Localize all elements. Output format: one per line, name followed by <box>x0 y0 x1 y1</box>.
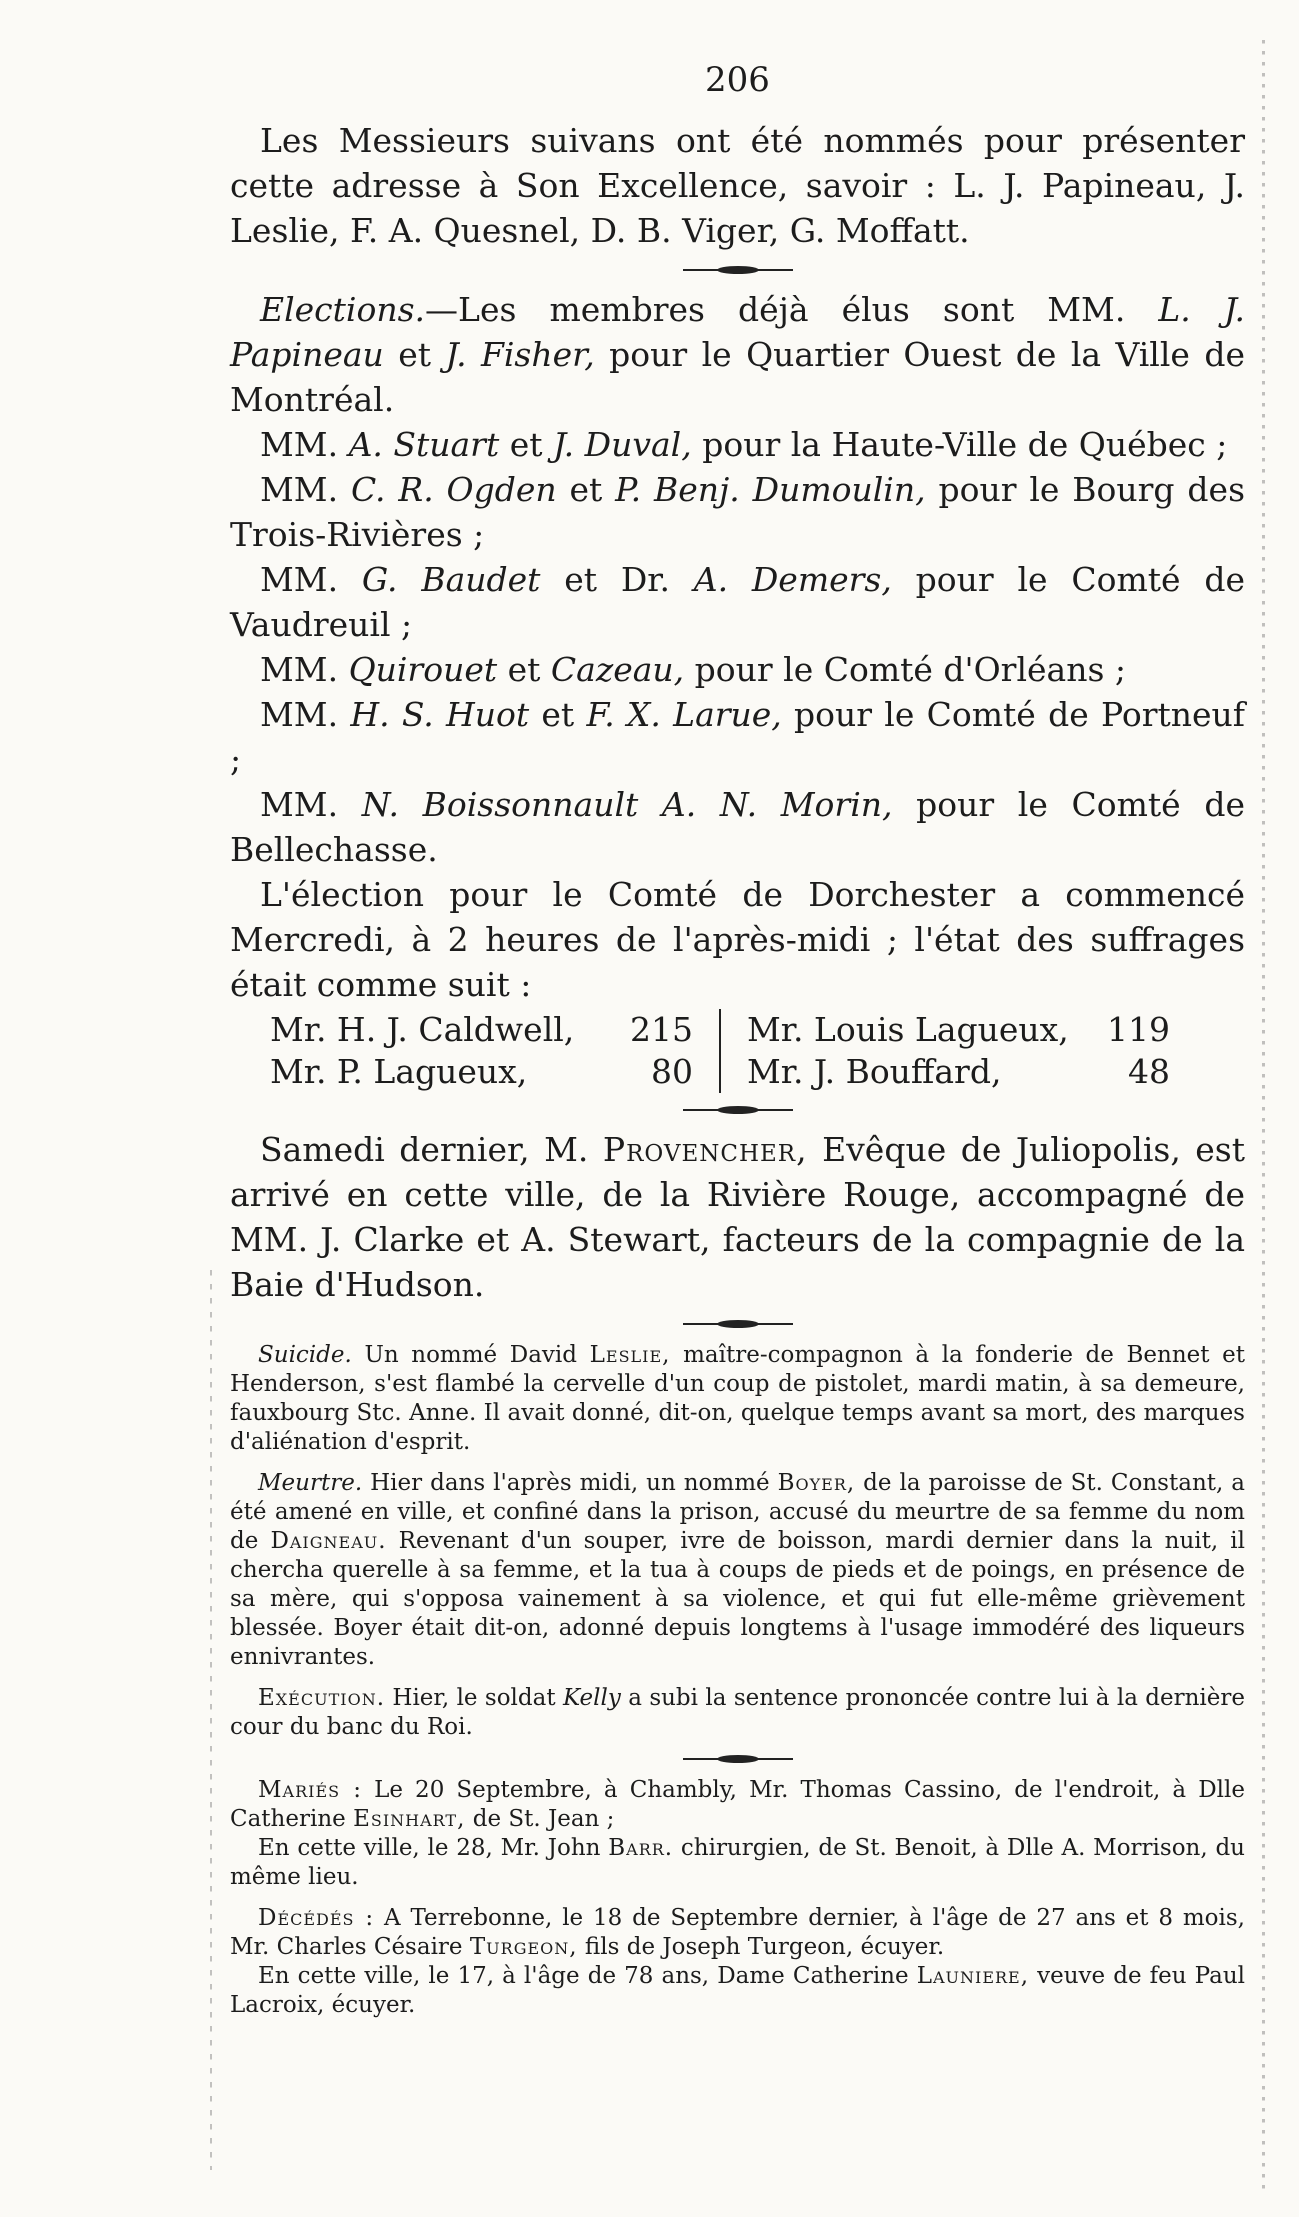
decedes-heading: Décédés : <box>258 1905 375 1931</box>
elections-vaudreuil: MM. G. Baudet et Dr. A. Demers, pour le Comté de Vaudreuil ; <box>230 560 1246 644</box>
page-edge-left <box>210 1270 212 2170</box>
execution-paragraph: Exécution. Hier, le soldat Kelly a subi la sentence prononcée contre lui à la dernière cour du banc du Roi. <box>230 1685 1246 1740</box>
section-separator <box>683 1754 793 1764</box>
small-text-block <box>230 1341 1245 2020</box>
maries-paragraph: Mariés : Le 20 Septembre, à Chambly, Mr. Thomas Cassino, de l'endroit, à Dlle Catherine Esinhart, de St. Jean ; <box>230 1777 1245 1832</box>
dorchester-results <box>270 1009 1170 1093</box>
dorchester-paragraph: L'élection pour le Comté de Dorchester a commencé Mercredi, à 2 heures de l'après-midi ; l'état des suffrages était comme suit : <box>230 875 1245 1004</box>
result-row: Mr. J. Bouffard, 48 <box>747 1052 1170 1091</box>
elections-heading: Elections. <box>260 290 426 329</box>
suicide-paragraph: Suicide. Un nommé David Leslie, maître-compagnon à la fonderie de Bennet et Henderson, s'est flambé la cervelle d'un coup de pistolet, mardi matin, à sa demeure, fauxbourg Stc. Anne. Il avait donné, dit-on, quelque temps avant sa mort, des marques d'aliénation d'esprit. <box>230 1342 1245 1455</box>
elections-orleans: MM. Quirouet et Cazeau, pour le Comté d'Orléans ; <box>260 650 1127 689</box>
elections-paragraph: Elections.—Les membres déjà élus sont MM. L. J. Papineau et J. Fisher, pour le Quartier Ouest de la Ville de Montréal. <box>230 290 1245 419</box>
result-row: Mr. P. Lagueux, 80 <box>270 1052 693 1091</box>
elections-portneuf: MM. H. S. Huot et F. X. Larue, pour le Comté de Portneuf ; <box>230 695 1245 779</box>
suicide-heading: Suicide. <box>258 1342 352 1368</box>
elections-quebec: MM. A. Stuart et J. Duval, pour la Haute-Ville de Québec ; <box>260 425 1228 464</box>
results-divider <box>719 1009 721 1093</box>
maries-heading: Mariés : <box>258 1777 362 1803</box>
maries-paragraph-2: En cette ville, le 28, Mr. John Barr. chirurgien, de St. Benoit, à Dlle A. Morrison, du même lieu. <box>230 1835 1245 1890</box>
provencher-paragraph: Samedi dernier, M. Provencher, Evêque de Juliopolis, est arrivé en cette ville, de la Rivière Rouge, accompagné de MM. J. Clarke et A. Stewart, facteurs de la compagnie de la Baie d'Hudson. <box>230 1130 1245 1304</box>
page-edge-right <box>1262 40 1265 2190</box>
section-separator <box>683 1319 793 1329</box>
address-presenters-paragraph: Les Messieurs suivans ont été nommés pour présenter cette adresse à Son Excellence, savoir : L. J. Papineau, J. Leslie, F. A. Quesnel, D. B. Viger, G. Moffatt. <box>230 121 1245 250</box>
results-right-column <box>747 1009 1170 1093</box>
results-left-column <box>270 1009 693 1093</box>
newspaper-page <box>230 60 1245 2020</box>
section-separator <box>683 265 793 275</box>
decedes-paragraph: Décédés : A Terrebonne, le 18 de Septembre dernier, à l'âge de 27 ans et 8 mois, Mr. Charles Césaire Turgeon, fils de Joseph Turgeon, écuyer. <box>230 1905 1245 1960</box>
elections-trois-rivieres: MM. C. R. Ogden et P. Benj. Dumoulin, pour le Bourg des Trois-Rivières ; <box>230 470 1245 554</box>
result-row: Mr. H. J. Caldwell, 215 <box>270 1010 693 1049</box>
page-number: 206 <box>705 60 770 100</box>
result-row: Mr. Louis Lagueux, 119 <box>747 1010 1170 1049</box>
meurtre-paragraph: Meurtre. Hier dans l'après midi, un nommé Boyer, de la paroisse de St. Constant, a été amené en ville, et confiné dans la prison, accusé du meurtre de sa femme du nom de Daigneau. Revenant d'un souper, ivre de boisson, mardi dernier dans la nuit, il chercha querelle à sa femme, et la tua à coups de pieds et de poings, en présence de sa mère, qui s'opposa vainement à sa violence, et qui fut elle-même grièvement blessée. Boyer était dit-on, adonné depuis longtems à l'usage immodéré des liqueurs ennivrantes. <box>230 1470 1245 1670</box>
section-separator <box>683 1105 793 1115</box>
execution-heading: Exécution. <box>258 1685 386 1711</box>
big-text-block <box>230 118 1245 1307</box>
elections-bellechasse: MM. N. Boissonnault A. N. Morin, pour le Comté de Bellechasse. <box>230 785 1246 869</box>
decedes-paragraph-2: En cette ville, le 17, à l'âge de 78 ans, Dame Catherine Launiere, veuve de feu Paul Lacroix, écuyer. <box>230 1963 1245 2018</box>
meurtre-heading: Meurtre. <box>258 1470 363 1496</box>
